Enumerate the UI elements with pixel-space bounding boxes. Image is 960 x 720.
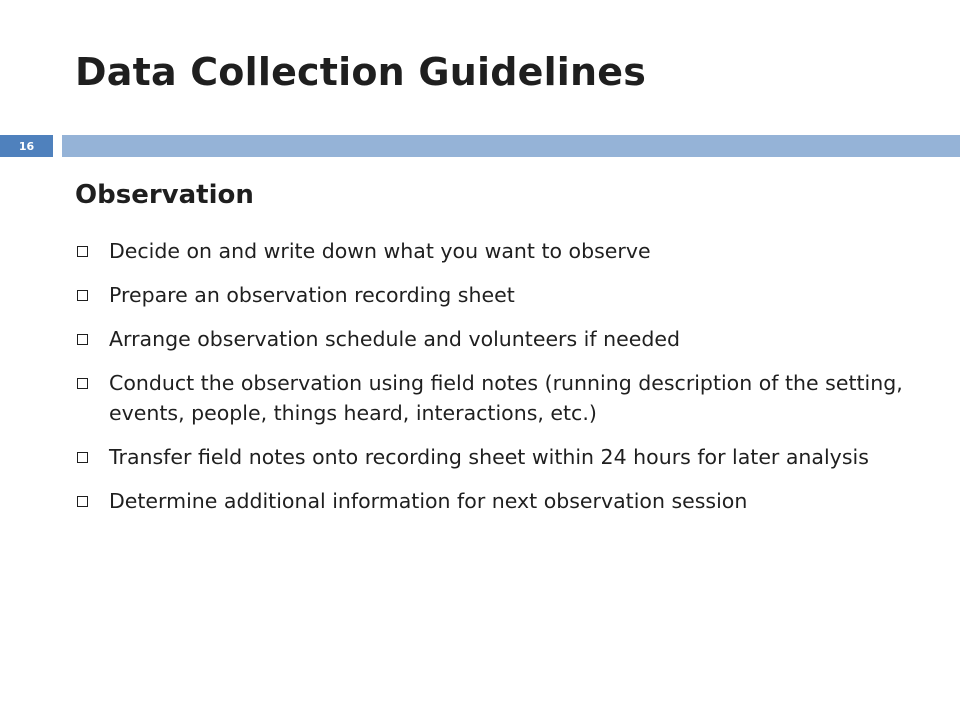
list-item (75, 442, 915, 472)
list-item (75, 324, 915, 354)
hollow-square-icon (77, 452, 88, 463)
bullet-text: Arrange observation schedule and volunteers if needed (109, 327, 680, 351)
bullet-text: Determine additional information for next observation session (109, 489, 748, 513)
list-item (75, 486, 915, 516)
list-item (75, 236, 915, 266)
bullet-text: Prepare an observation recording sheet (109, 283, 515, 307)
title-accent-bar (62, 135, 960, 157)
hollow-square-icon (77, 290, 88, 301)
bullet-text: Decide on and write down what you want to observe (109, 239, 651, 263)
list-item (75, 368, 915, 428)
bullet-text: Transfer field notes onto recording sheet within 24 hours for later analysis (109, 445, 869, 469)
slide-number-badge (0, 135, 53, 157)
hollow-square-icon (77, 378, 88, 389)
hollow-square-icon (77, 334, 88, 345)
hollow-square-icon (77, 246, 88, 257)
section-heading: Observation (75, 180, 254, 210)
slide-number: 16 (18, 139, 35, 153)
bullet-text: Conduct the observation using field notes (running description of the setting, events, people, things heard, interactions, etc.) (109, 371, 903, 425)
list-item (75, 280, 915, 310)
hollow-square-icon (77, 496, 88, 507)
slide-title: Data Collection Guidelines (75, 50, 647, 94)
bullet-list (75, 236, 915, 530)
